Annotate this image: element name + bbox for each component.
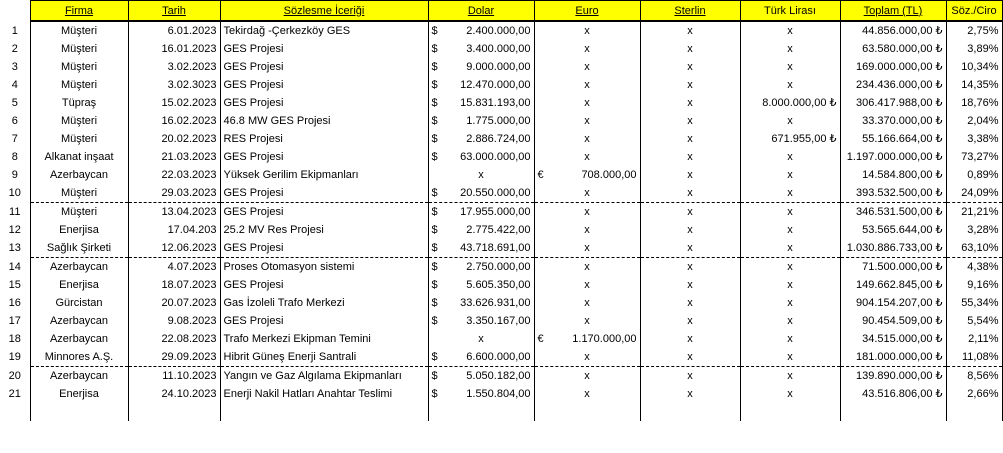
ciro-cell[interactable]: 4,38% [946, 258, 1002, 277]
euro-cell[interactable]: x [534, 112, 640, 130]
row-number[interactable]: 19 [8, 351, 21, 364]
usd-symbol: $ [431, 79, 438, 91]
dolar-cell[interactable] [428, 40, 534, 58]
empty-cell[interactable] [428, 403, 534, 421]
sterlin-cell[interactable]: x [640, 166, 740, 184]
sterlin-cell[interactable]: x [640, 40, 740, 58]
try-cell[interactable]: 8.000.000,00 ₺ [740, 94, 840, 112]
firma-cell[interactable]: Müşteri [30, 130, 128, 148]
icerik-cell[interactable]: Tekirdağ -Çerkezköy GES [220, 21, 428, 40]
sterlin-cell[interactable]: x [640, 239, 740, 258]
tarih-cell[interactable]: 16.02.2023 [128, 112, 220, 130]
dolar-value: 3.400.000,00 [466, 43, 531, 55]
try-cell[interactable]: x [740, 276, 840, 294]
euro-cell[interactable]: x [534, 40, 640, 58]
sterlin-cell[interactable]: x [640, 203, 740, 222]
tarih-cell[interactable]: 20.07.2023 [128, 294, 220, 312]
toplam-cell[interactable]: 149.662.845,00 ₺ [840, 276, 946, 294]
table-row [0, 130, 1002, 148]
icerik-cell[interactable]: GES Projesi [220, 40, 428, 58]
table-row [0, 258, 1002, 277]
ciro-cell[interactable]: 21,21% [946, 203, 1002, 222]
toplam-cell[interactable]: 63.580.000,00 ₺ [840, 40, 946, 58]
dolar-value: 2.750.000,00 [466, 261, 531, 273]
usd-symbol: $ [431, 315, 438, 327]
ciro-cell[interactable]: 0,89% [946, 166, 1002, 184]
toplam-cell[interactable]: 234.436.000,00 ₺ [840, 76, 946, 94]
firma-cell[interactable]: Gürcistan [30, 294, 128, 312]
ciro-cell[interactable]: 63,10% [946, 239, 1002, 258]
try-cell[interactable]: x [740, 385, 840, 403]
ciro-cell[interactable]: 3,28% [946, 221, 1002, 239]
header-firma[interactable]: Firma [30, 1, 128, 22]
tarih-cell[interactable]: 4.07.2023 [128, 258, 220, 277]
icerik-cell[interactable]: Proses Otomasyon sistemi [220, 258, 428, 277]
dolar-cell[interactable] [428, 312, 534, 330]
euro-cell[interactable]: x [534, 184, 640, 203]
ciro-cell[interactable]: 10,34% [946, 58, 1002, 76]
tarih-cell[interactable]: 29.09.2023 [128, 348, 220, 367]
usd-symbol: $ [431, 351, 438, 363]
dolar-cell[interactable] [428, 239, 534, 258]
toplam-cell[interactable]: 306.417.988,00 ₺ [840, 94, 946, 112]
usd-symbol: $ [431, 370, 438, 382]
toplam-cell[interactable]: 34.515.000,00 ₺ [840, 330, 946, 348]
dolar-value: 1.550.804,00 [466, 388, 531, 400]
sterlin-cell[interactable]: x [640, 76, 740, 94]
usd-symbol: $ [431, 43, 438, 55]
header-sozlesme[interactable]: Sözlesme İceriği [220, 1, 428, 22]
tarih-cell[interactable]: 11.10.2023 [128, 367, 220, 386]
tarih-cell[interactable]: 9.08.2023 [128, 312, 220, 330]
sterlin-cell[interactable]: x [640, 184, 740, 203]
row-number[interactable]: 20 [8, 369, 21, 382]
firma-cell[interactable]: Sağlık Şirketi [30, 239, 128, 258]
dolar-cell[interactable] [428, 385, 534, 403]
empty-cell[interactable] [740, 403, 840, 421]
icerik-cell[interactable]: Yüksek Gerilim Ekipmanları [220, 166, 428, 184]
toplam-cell[interactable]: 904.154.207,00 ₺ [840, 294, 946, 312]
ciro-cell[interactable]: 3,38% [946, 130, 1002, 148]
firma-cell[interactable]: Enerjisa [30, 385, 128, 403]
empty-cell[interactable] [840, 403, 946, 421]
icerik-cell[interactable]: GES Projesi [220, 94, 428, 112]
empty-cell[interactable] [30, 403, 128, 421]
dolar-value: 2.775.422,00 [466, 224, 531, 236]
try-cell[interactable]: x [740, 166, 840, 184]
row-number[interactable]: 18 [8, 333, 21, 345]
firma-cell[interactable]: Müşteri [30, 184, 128, 203]
toplam-cell[interactable]: 90.454.509,00 ₺ [840, 312, 946, 330]
sterlin-cell[interactable]: x [640, 348, 740, 367]
sterlin-cell[interactable]: x [640, 294, 740, 312]
row-number[interactable]: 7 [11, 133, 18, 145]
firma-cell[interactable]: Azerbaycan [30, 166, 128, 184]
euro-cell[interactable]: x [534, 76, 640, 94]
dolar-cell[interactable] [428, 276, 534, 294]
icerik-cell[interactable]: GES Projesi [220, 203, 428, 222]
usd-symbol: $ [431, 388, 438, 400]
icerik-cell[interactable]: GES Projesi [220, 276, 428, 294]
tarih-cell[interactable]: 3.02.2023 [128, 58, 220, 76]
try-cell[interactable]: x [740, 148, 840, 166]
tarih-cell[interactable]: 12.06.2023 [128, 239, 220, 258]
euro-cell[interactable]: x [534, 312, 640, 330]
euro-value: 1.170.000,00 [572, 333, 637, 345]
row-number[interactable]: 11 [9, 205, 21, 218]
euro-cell[interactable] [534, 330, 640, 348]
dolar-cell[interactable] [428, 203, 534, 222]
euro-cell[interactable]: x [534, 148, 640, 166]
firma-cell[interactable]: Enerjisa [30, 221, 128, 239]
sterlin-cell[interactable]: x [640, 112, 740, 130]
usd-symbol: $ [431, 187, 438, 199]
dolar-value: 1.775.000,00 [466, 115, 531, 127]
header-sterlin[interactable]: Sterlin [640, 1, 740, 22]
empty-cell[interactable] [128, 403, 220, 421]
ciro-cell[interactable]: 2,66% [946, 385, 1002, 403]
euro-cell[interactable]: x [534, 294, 640, 312]
dolar-value: 43.718.691,00 [460, 242, 531, 254]
table-row [0, 58, 1002, 76]
dolar-value: 6.600.000,00 [466, 351, 531, 363]
try-cell[interactable]: x [740, 58, 840, 76]
row-number-header [0, 1, 30, 22]
dolar-cell[interactable] [428, 58, 534, 76]
table-row [0, 312, 1002, 330]
euro-cell[interactable]: x [534, 348, 640, 367]
firma-cell[interactable]: Tüpraş [30, 94, 128, 112]
tarih-cell[interactable]: 3.02.3023 [128, 76, 220, 94]
firma-cell[interactable]: Azerbaycan [30, 330, 128, 348]
header-euro[interactable]: Euro [534, 1, 640, 22]
usd-symbol: $ [431, 279, 438, 291]
table-row [0, 21, 1002, 40]
row-number[interactable]: 3 [11, 61, 18, 73]
ciro-cell[interactable]: 2,75% [946, 21, 1002, 40]
table-row [0, 239, 1002, 258]
table-row [0, 148, 1002, 166]
icerik-cell[interactable]: Trafo Merkezi Ekipman Temini [220, 330, 428, 348]
dolar-cell[interactable] [428, 348, 534, 367]
try-cell[interactable]: x [740, 21, 840, 40]
tarih-cell[interactable]: 20.02.2023 [128, 130, 220, 148]
header-tarih[interactable]: Tarih [128, 1, 220, 22]
table-row [0, 367, 1002, 386]
usd-symbol: $ [431, 25, 438, 37]
tarih-cell[interactable]: 22.08.2023 [128, 330, 220, 348]
toplam-cell[interactable]: 55.166.664,00 ₺ [840, 130, 946, 148]
dolar-cell[interactable] [428, 148, 534, 166]
sterlin-cell[interactable]: x [640, 221, 740, 239]
euro-value: 708.000,00 [581, 169, 637, 181]
try-cell[interactable]: 671.955,00 ₺ [740, 130, 840, 148]
toplam-cell[interactable]: 44.856.000,00 ₺ [840, 21, 946, 40]
row-number[interactable]: 13 [8, 242, 21, 255]
firma-cell[interactable]: Enerjisa [30, 276, 128, 294]
row-number[interactable]: 4 [11, 79, 18, 91]
usd-symbol: $ [431, 297, 438, 309]
sterlin-cell[interactable]: x [640, 148, 740, 166]
try-cell[interactable]: x [740, 203, 840, 222]
sterlin-cell[interactable]: x [640, 258, 740, 277]
header-toplam[interactable]: Toplam (TL) [840, 1, 946, 22]
icerik-cell[interactable]: Yangın ve Gaz Algılama Ekipmanları [220, 367, 428, 386]
dolar-cell[interactable] [428, 258, 534, 277]
dolar-value: 5.605.350,00 [466, 279, 531, 291]
icerik-cell[interactable]: GES Projesi [220, 58, 428, 76]
row-number[interactable]: 8 [11, 151, 18, 163]
dolar-cell[interactable] [428, 130, 534, 148]
toplam-cell[interactable]: 181.000.000,00 ₺ [840, 348, 946, 367]
ciro-cell[interactable]: 5,54% [946, 312, 1002, 330]
try-cell[interactable]: x [740, 312, 840, 330]
row-number[interactable]: 12 [8, 224, 21, 236]
icerik-cell[interactable]: GES Projesi [220, 312, 428, 330]
dolar-value: 17.955.000,00 [460, 206, 531, 218]
toplam-cell[interactable]: 169.000.000,00 ₺ [840, 58, 946, 76]
table-row [0, 330, 1002, 348]
icerik-cell[interactable]: Gas İzoleli Trafo Merkezi [220, 294, 428, 312]
firma-cell[interactable]: Müşteri [30, 203, 128, 222]
icerik-cell[interactable]: GES Projesi [220, 148, 428, 166]
firma-cell[interactable]: Azerbaycan [30, 258, 128, 277]
ciro-cell[interactable]: 11,08% [946, 348, 1002, 367]
usd-symbol: $ [431, 242, 438, 254]
tarih-cell[interactable]: 24.10.2023 [128, 385, 220, 403]
dolar-value: 33.626.931,00 [460, 297, 531, 309]
toplam-cell[interactable]: 139.890.000,00 ₺ [840, 367, 946, 386]
tarih-cell[interactable]: 17.04.203 [128, 221, 220, 239]
icerik-cell[interactable]: Hibrit Güneş Enerji Santrali [220, 348, 428, 367]
firma-cell[interactable]: Azerbaycan [30, 312, 128, 330]
header-row [0, 1, 1002, 22]
try-cell[interactable]: x [740, 330, 840, 348]
row-number[interactable]: 15 [8, 279, 21, 291]
euro-cell[interactable]: x [534, 221, 640, 239]
dolar-value: 5.050.182,00 [466, 370, 531, 382]
try-cell[interactable]: x [740, 294, 840, 312]
dolar-cell[interactable] [428, 184, 534, 203]
try-cell[interactable]: x [740, 367, 840, 386]
table-row [0, 166, 1002, 184]
row-number[interactable]: 14 [8, 260, 21, 273]
dolar-value: 12.470.000,00 [460, 79, 531, 91]
ciro-cell[interactable]: 73,27% [946, 148, 1002, 166]
firma-cell[interactable]: Minnores A.Ş. [30, 348, 128, 367]
icerik-cell[interactable]: RES Projesi [220, 130, 428, 148]
sterlin-cell[interactable]: x [640, 385, 740, 403]
row-number[interactable]: 10 [8, 187, 21, 200]
dolar-cell[interactable] [428, 76, 534, 94]
dolar-cell[interactable] [428, 367, 534, 386]
table-row [0, 184, 1002, 203]
sterlin-cell[interactable]: x [640, 130, 740, 148]
ciro-cell[interactable]: 55,34% [946, 294, 1002, 312]
ciro-cell[interactable]: 24,09% [946, 184, 1002, 203]
usd-symbol: $ [431, 206, 438, 218]
sterlin-cell[interactable]: x [640, 58, 740, 76]
icerik-cell[interactable]: 25.2 MV Res Projesi [220, 221, 428, 239]
eur-symbol: € [537, 333, 544, 345]
toplam-cell[interactable]: 53.565.644,00 ₺ [840, 221, 946, 239]
header-dolar[interactable]: Dolar [428, 1, 534, 22]
toplam-cell[interactable]: 14.584.800,00 ₺ [840, 166, 946, 184]
tarih-cell[interactable]: 6.01.2023 [128, 21, 220, 40]
usd-symbol: $ [431, 61, 438, 73]
euro-cell[interactable]: x [534, 239, 640, 258]
toplam-cell[interactable]: 346.531.500,00 ₺ [840, 203, 946, 222]
firma-cell[interactable]: Azerbaycan [30, 367, 128, 386]
toplam-cell[interactable]: 1.197.000.000,00 ₺ [840, 148, 946, 166]
firma-cell[interactable]: Müşteri [30, 40, 128, 58]
euro-cell[interactable]: x [534, 276, 640, 294]
tarih-cell[interactable]: 13.04.2023 [128, 203, 220, 222]
firma-cell[interactable]: Müşteri [30, 58, 128, 76]
row-number[interactable]: 17 [8, 315, 21, 327]
ciro-cell[interactable]: 3,89% [946, 40, 1002, 58]
euro-cell[interactable]: x [534, 130, 640, 148]
dolar-cell[interactable] [428, 94, 534, 112]
euro-cell[interactable]: x [534, 21, 640, 40]
row-number[interactable]: 21 [8, 388, 21, 400]
try-cell[interactable]: x [740, 221, 840, 239]
dolar-value: 2.400.000,00 [466, 25, 531, 37]
euro-cell[interactable]: x [534, 94, 640, 112]
euro-cell[interactable]: x [534, 385, 640, 403]
usd-symbol: $ [431, 115, 438, 127]
row-number[interactable]: 6 [11, 115, 18, 127]
euro-cell[interactable]: x [534, 58, 640, 76]
dolar-value: 15.831.193,00 [460, 97, 531, 109]
table-row [0, 348, 1002, 367]
tarih-cell[interactable]: 22.03.2023 [128, 166, 220, 184]
icerik-cell[interactable]: GES Projesi [220, 239, 428, 258]
ciro-cell[interactable]: 2,11% [946, 330, 1002, 348]
dolar-cell[interactable] [428, 112, 534, 130]
eur-symbol: € [537, 169, 544, 181]
dolar-value: 20.550.000,00 [460, 187, 531, 199]
table-row [0, 112, 1002, 130]
firma-cell[interactable]: Müşteri [30, 112, 128, 130]
dolar-cell[interactable]: x [428, 166, 534, 184]
try-cell[interactable]: x [740, 76, 840, 94]
dolar-cell[interactable] [428, 294, 534, 312]
icerik-cell[interactable]: 46.8 MW GES Projesi [220, 112, 428, 130]
table-row [0, 294, 1002, 312]
tarih-cell[interactable]: 18.07.2023 [128, 276, 220, 294]
table-row [0, 40, 1002, 58]
table-row [0, 221, 1002, 239]
empty-cell[interactable] [946, 403, 1002, 421]
usd-symbol: $ [431, 97, 438, 109]
try-cell[interactable]: x [740, 239, 840, 258]
firma-cell[interactable]: Müşteri [30, 21, 128, 40]
dolar-value: 3.350.167,00 [466, 315, 531, 327]
table-row [0, 385, 1002, 403]
header-ciro[interactable]: Söz./Ciro [946, 1, 1002, 22]
empty-cell[interactable] [640, 403, 740, 421]
try-cell[interactable]: x [740, 348, 840, 367]
euro-cell[interactable]: x [534, 258, 640, 277]
dolar-cell[interactable] [428, 221, 534, 239]
sterlin-cell[interactable]: x [640, 94, 740, 112]
empty-row [0, 403, 1002, 421]
row-number[interactable]: 2 [11, 43, 18, 55]
try-cell[interactable]: x [740, 112, 840, 130]
empty-cell[interactable] [220, 403, 428, 421]
try-cell[interactable]: x [740, 258, 840, 277]
sterlin-cell[interactable]: x [640, 276, 740, 294]
euro-cell[interactable]: x [534, 203, 640, 222]
tarih-cell[interactable]: 29.03.2023 [128, 184, 220, 203]
firma-cell[interactable]: Alkanat inşaat [30, 148, 128, 166]
row-number[interactable]: 16 [8, 297, 21, 309]
firma-cell[interactable]: Müşteri [30, 76, 128, 94]
empty-cell[interactable] [0, 403, 30, 421]
ciro-cell[interactable]: 14,35% [946, 76, 1002, 94]
usd-symbol: $ [431, 151, 438, 163]
header-try[interactable]: Türk Lirası [740, 1, 840, 22]
ciro-cell[interactable]: 2,04% [946, 112, 1002, 130]
icerik-cell[interactable]: GES Projesi [220, 184, 428, 203]
try-cell[interactable]: x [740, 184, 840, 203]
ciro-cell[interactable]: 8,56% [946, 367, 1002, 386]
table-row [0, 276, 1002, 294]
euro-cell[interactable]: x [534, 367, 640, 386]
usd-symbol: $ [431, 224, 438, 236]
toplam-cell[interactable]: 1.030.886.733,00 ₺ [840, 239, 946, 258]
dolar-cell[interactable] [428, 21, 534, 40]
usd-symbol: $ [431, 261, 438, 273]
dolar-cell[interactable]: x [428, 330, 534, 348]
icerik-cell[interactable]: Enerji Nakil Hatları Anahtar Teslimi [220, 385, 428, 403]
ciro-cell[interactable]: 9,16% [946, 276, 1002, 294]
sterlin-cell[interactable]: x [640, 330, 740, 348]
row-number[interactable]: 5 [11, 97, 18, 109]
ciro-cell[interactable]: 18,76% [946, 94, 1002, 112]
tarih-cell[interactable]: 16.01.2023 [128, 40, 220, 58]
icerik-cell[interactable]: GES Projesi [220, 76, 428, 94]
try-cell[interactable]: x [740, 40, 840, 58]
table-body [0, 21, 1002, 421]
row-number[interactable]: 1 [11, 24, 18, 37]
toplam-cell[interactable]: 71.500.000,00 ₺ [840, 258, 946, 277]
tarih-cell[interactable]: 21.03.2023 [128, 148, 220, 166]
toplam-cell[interactable]: 33.370.000,00 ₺ [840, 112, 946, 130]
table-row [0, 203, 1002, 222]
toplam-cell[interactable]: 393.532.500,00 ₺ [840, 184, 946, 203]
dolar-value: 63.000.000,00 [460, 151, 531, 163]
dolar-value: 2.886.724,00 [466, 133, 531, 145]
euro-cell[interactable] [534, 166, 640, 184]
tarih-cell[interactable]: 15.02.2023 [128, 94, 220, 112]
row-number[interactable]: 9 [11, 169, 18, 181]
toplam-cell[interactable]: 43.516.806,00 ₺ [840, 385, 946, 403]
empty-cell[interactable] [534, 403, 640, 421]
dolar-value: 9.000.000,00 [466, 61, 531, 73]
sterlin-cell[interactable]: x [640, 21, 740, 40]
usd-symbol: $ [431, 133, 438, 145]
sterlin-cell[interactable]: x [640, 312, 740, 330]
sterlin-cell[interactable]: x [640, 367, 740, 386]
table-row [0, 94, 1002, 112]
table-row [0, 76, 1002, 94]
